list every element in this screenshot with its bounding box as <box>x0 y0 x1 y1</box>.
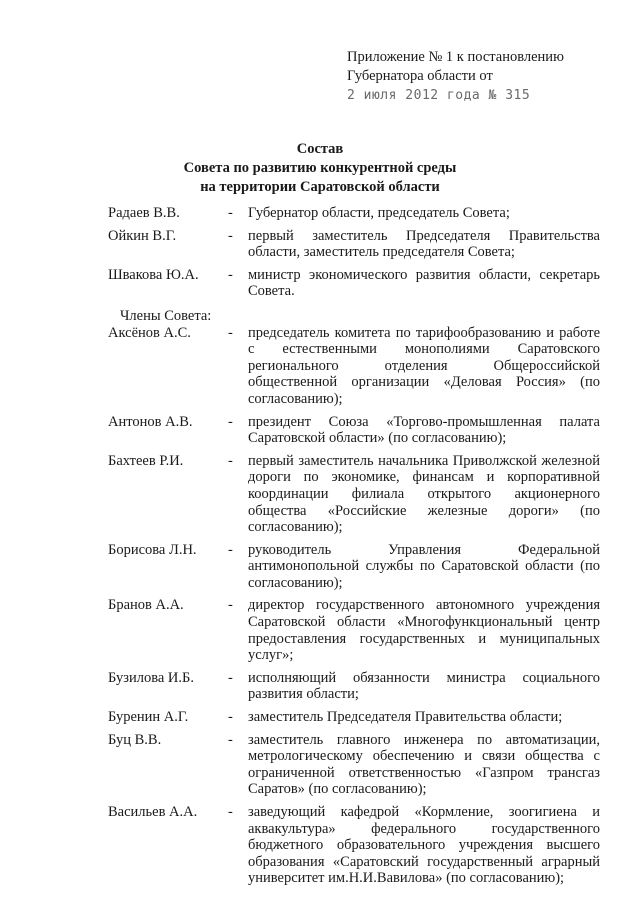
entry-description: Губернатор области, председатель Совета; <box>248 205 510 221</box>
entry-dash: - <box>228 205 233 221</box>
council-entry <box>108 453 600 536</box>
appendix-line-1: Приложение № 1 к постановлению <box>347 49 564 65</box>
entry-dash: - <box>228 669 233 686</box>
entry-description: руководитель Управления Федеральной антимонопольной службы по Саратовской области (по согласованию); <box>248 541 600 591</box>
council-entry <box>108 267 600 300</box>
entry-name: Буренин А.Г. <box>108 709 189 726</box>
members-heading: Члены Совета: <box>120 307 212 324</box>
council-entry <box>108 732 600 798</box>
entry-dash: - <box>228 709 233 726</box>
entry-dash: - <box>228 266 233 283</box>
council-entry <box>108 228 600 261</box>
entry-name: Бузилова И.Б. <box>108 669 194 686</box>
document-title <box>0 140 640 197</box>
entry-name: Ойкин В.Г. <box>108 227 177 244</box>
entry-description: директор государственного автономного учреждения Саратовской области «Многофункциональный центр предоставления государственных и муниципальных услуг»; <box>248 597 600 664</box>
entry-name: Борисова Л.Н. <box>108 541 197 558</box>
entry-description: первый заместитель Председателя Правительства области, заместитель председателя Совета; <box>248 227 600 261</box>
entry-name: Антонов А.В. <box>108 413 193 430</box>
council-entry <box>108 205 600 222</box>
entry-description: исполняющий обязанности министра социального развития области; <box>248 669 600 703</box>
entry-name: Бранов А.А. <box>108 597 184 614</box>
entry-name: Швакова Ю.А. <box>108 266 199 283</box>
entry-dash: - <box>228 804 233 820</box>
members-list <box>108 325 600 887</box>
entry-dash: - <box>228 597 233 614</box>
entry-name: Аксёнов А.С. <box>108 324 191 341</box>
title-line-2: Совета по развитию конкурентной среды <box>183 160 457 176</box>
title-line-3: на территории Саратовской области <box>200 179 440 195</box>
entry-name: Буц В.В. <box>108 731 162 748</box>
entry-description: министр экономического развития области, секретарь Совета. <box>248 266 600 300</box>
council-entry <box>108 414 600 447</box>
council-entry <box>108 542 600 592</box>
entry-dash: - <box>228 324 233 341</box>
entry-name: Радаев В.В. <box>108 205 180 221</box>
council-entry <box>108 709 600 726</box>
date-stamp: 2 июля 2012 года № 315 <box>347 88 531 103</box>
entry-name: Бахтеев Р.И. <box>108 452 184 469</box>
entry-dash: - <box>228 227 233 244</box>
entry-name: Васильев А.А. <box>108 804 198 820</box>
council-entry <box>108 597 600 663</box>
council-entry <box>108 804 600 887</box>
entry-description: президент Союза «Торгово-промышленная палата Саратовской области» (по согласованию); <box>248 413 600 447</box>
entry-dash: - <box>228 731 233 748</box>
title-line-1: Состав <box>296 141 344 157</box>
appendix-line-2: Губернатора области от <box>347 68 493 84</box>
entry-description: председатель комитета по тарифообразованию и работе с естественными монополиями Саратовского регионального отделения Общероссийской общественной организации «Деловая Россия» (по согласованию); <box>248 324 600 407</box>
leadership-list <box>108 205 600 300</box>
entry-description: заведующий кафедрой «Кормление, зоогигиена и аквакультура» федерального государственного бюджетного образовательного учреждения высшего образования «Саратовский государственный аграрный университет им.Н.И.Вавилова» (по согласованию); <box>248 804 600 887</box>
entry-dash: - <box>228 541 233 558</box>
entry-dash: - <box>228 452 233 469</box>
appendix-header <box>347 48 627 105</box>
council-entry <box>108 670 600 703</box>
entry-description: первый заместитель начальника Приволжской железной дороги по экономике, финансам и корпоративной координации филиала открытого акционерного общества «Российские железные дороги» (по согласованию); <box>248 452 600 536</box>
council-entry <box>108 325 600 408</box>
entry-description: заместитель главного инженера по автоматизации, метрологическому обеспечению и связи общества с ограниченной ответственностью «Газпром трансгаз Саратов» (по согласованию); <box>248 731 600 798</box>
entry-description: заместитель Председателя Правительства области; <box>248 709 563 726</box>
council-list <box>108 205 600 887</box>
entry-dash: - <box>228 413 233 430</box>
